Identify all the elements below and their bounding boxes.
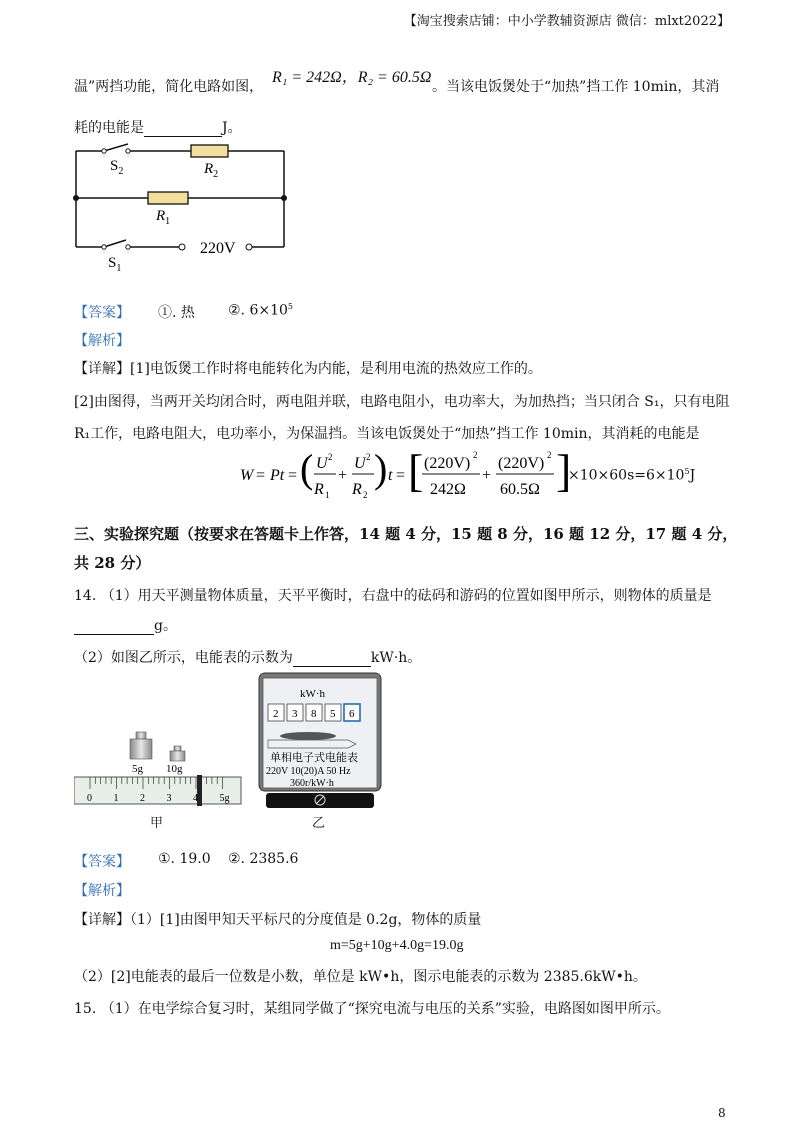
svg-text:220V 10(20)A 50 Hz: 220V 10(20)A 50 Hz xyxy=(266,766,351,777)
meter-digit: 2 xyxy=(273,708,279,720)
fig-a-caption: 甲 xyxy=(150,816,164,831)
svg-text:单相电子式电能表: 单相电子式电能表 xyxy=(270,752,358,764)
meter-digit: 6 xyxy=(349,708,355,720)
q13-analysis-label: 【解析】 xyxy=(74,333,130,349)
svg-text:5g: 5g xyxy=(132,763,143,775)
fig-b-caption: 乙 xyxy=(312,816,326,831)
ruler-label: 2 xyxy=(140,793,145,804)
svg-text:(220V): (220V) xyxy=(424,455,471,472)
section-3-heading-line2: 共 28 分） xyxy=(74,554,151,572)
svg-text:242Ω: 242Ω xyxy=(430,481,466,498)
svg-text:(220V): (220V) xyxy=(498,455,545,472)
r1-label: $R_1$ xyxy=(156,208,171,227)
section-3-heading-line1: 三、实验探究题（按要求在答题卡上作答，14 题 4 分，15 题 8 分，16 题 12 分，17 题 4 分， xyxy=(74,525,738,543)
meter-digit: 5 xyxy=(330,708,336,720)
svg-text:U: U xyxy=(316,455,328,472)
ruler-label: 3 xyxy=(166,793,172,804)
q14-answer-label: 【答案】 xyxy=(74,854,130,870)
meter-digit: 3 xyxy=(292,708,298,720)
answer-blank xyxy=(293,652,371,667)
q14-answer-2: ②. 2385.6 xyxy=(228,851,299,867)
q14-answer-1: ①. 19.0 xyxy=(158,851,211,867)
svg-text:1: 1 xyxy=(325,490,330,500)
q14-line3: （2）如图乙所示，电能表的示数为 kW·h。 xyxy=(74,650,422,666)
ruler-label: 0 xyxy=(87,793,92,804)
q13-answer-label: 【答案】 xyxy=(74,305,130,321)
q13-resistor-values: R₁ = 242Ω，R₂ = 60.5Ω xyxy=(272,69,432,86)
svg-text:60.5Ω: 60.5Ω xyxy=(500,481,540,498)
svg-text:2: 2 xyxy=(328,452,333,462)
svg-text:2: 2 xyxy=(547,450,552,460)
q13-line1-post: 。当该电饭煲处于“加热”挡工作 10min，其消 xyxy=(432,79,720,95)
svg-text:t: t xyxy=(388,467,393,484)
q15-line1: 15. （1）在电学综合复习时，某组同学做了“探究电流与电压的关系”实验，电路图如图甲所示。 xyxy=(74,1001,670,1017)
svg-text:=: = xyxy=(288,467,298,484)
weight-5g xyxy=(130,739,152,759)
q13-detail-3: R₁工作，电路电阻大，电功率小，为保温挡。当该电饭煲处于“加热”挡工作 10min，其消耗的电能是 xyxy=(74,426,700,442)
formula-result: $\times 10\times 60s=6\times 10^5J$ xyxy=(568,467,696,484)
svg-text:U: U xyxy=(354,455,366,472)
meter-disk xyxy=(280,732,336,740)
svg-text:kW·h: kW·h xyxy=(300,688,326,700)
ruler-label: 1 xyxy=(113,793,119,804)
svg-text:2: 2 xyxy=(363,490,368,500)
energy-meter-figure xyxy=(258,672,382,810)
svg-text:): ) xyxy=(374,446,388,491)
q14-line2: g。 xyxy=(74,615,177,635)
svg-text:W: W xyxy=(240,467,254,484)
svg-text:(: ( xyxy=(300,446,314,491)
q13-line1-pre: 温”两挡功能，简化电路如图， xyxy=(74,79,264,95)
svg-text:=: = xyxy=(396,467,406,484)
page-number: 8 xyxy=(718,1106,726,1120)
voltage-label: 220V xyxy=(200,240,236,257)
svg-text:]: ] xyxy=(556,446,572,496)
ruler-bar xyxy=(74,777,241,804)
q13-detail-2: [2]由图得，当两开关均闭合时，两电阻并联，电路电阻小，电功率大，为加热挡；当只闭合 S₁，只有电阻 xyxy=(74,394,730,410)
r2-label: $R_2$ xyxy=(204,161,219,180)
svg-text:R: R xyxy=(314,481,324,498)
svg-text:10g: 10g xyxy=(166,763,183,775)
switch-s1-label: $S_1$ xyxy=(108,255,122,274)
ruler-label: 4 xyxy=(193,793,198,804)
q13-answer-1: ①. 热 xyxy=(158,305,195,321)
svg-text:2: 2 xyxy=(473,450,478,460)
switch-s2-label: $S_2$ xyxy=(110,158,124,177)
svg-text:Pt: Pt xyxy=(270,467,285,484)
q14-detail-1: 【详解】（1）[1]由图甲知天平标尺的分度值是 0.2g，物体的质量 xyxy=(74,912,482,928)
weight-10g xyxy=(170,751,185,761)
circuit-diagram xyxy=(66,140,296,275)
q13-answer-2: ②. $6\times 10^5$ xyxy=(228,302,293,319)
answer-blank xyxy=(74,620,154,635)
q14-detail-2: （2）[2]电能表的最后一位数是小数，单位是 kW•h，图示电能表的示数为 2385.6kW•h。 xyxy=(74,969,647,985)
balance-scale-figure xyxy=(74,730,244,810)
svg-text:+: + xyxy=(482,467,492,484)
ruler-label: 5g xyxy=(219,793,230,804)
resistor-r2 xyxy=(191,145,228,157)
q14-analysis-label: 【解析】 xyxy=(74,883,130,899)
resistor-r1 xyxy=(148,192,188,204)
svg-text:2: 2 xyxy=(366,452,371,462)
svg-text:R: R xyxy=(352,481,362,498)
q13-line2: 耗的电能是 J。 xyxy=(74,120,242,136)
meter-digit: 8 xyxy=(311,708,317,720)
svg-text:=: = xyxy=(256,467,266,484)
svg-text:[: [ xyxy=(408,446,424,496)
q13-detail-1: 【详解】[1]电饭煲工作时将电能转化为内能，是利用电流的热效应工作的。 xyxy=(74,361,542,377)
q14-detail-formula: m=5g+10g+4.0g=19.0g xyxy=(330,938,464,953)
q14-line1: 14. （1）用天平测量物体质量，天平平衡时，右盘中的砝码和游码的位置如图甲所示，则物体的质量是 xyxy=(74,588,712,604)
answer-blank xyxy=(144,122,222,137)
svg-text:360r/kW·h: 360r/kW·h xyxy=(290,778,334,789)
header-shop-note: 【淘宝搜索店铺：中小学教辅资源店 微信：mlxt2022】 xyxy=(403,14,730,29)
svg-text:+: + xyxy=(338,467,348,484)
